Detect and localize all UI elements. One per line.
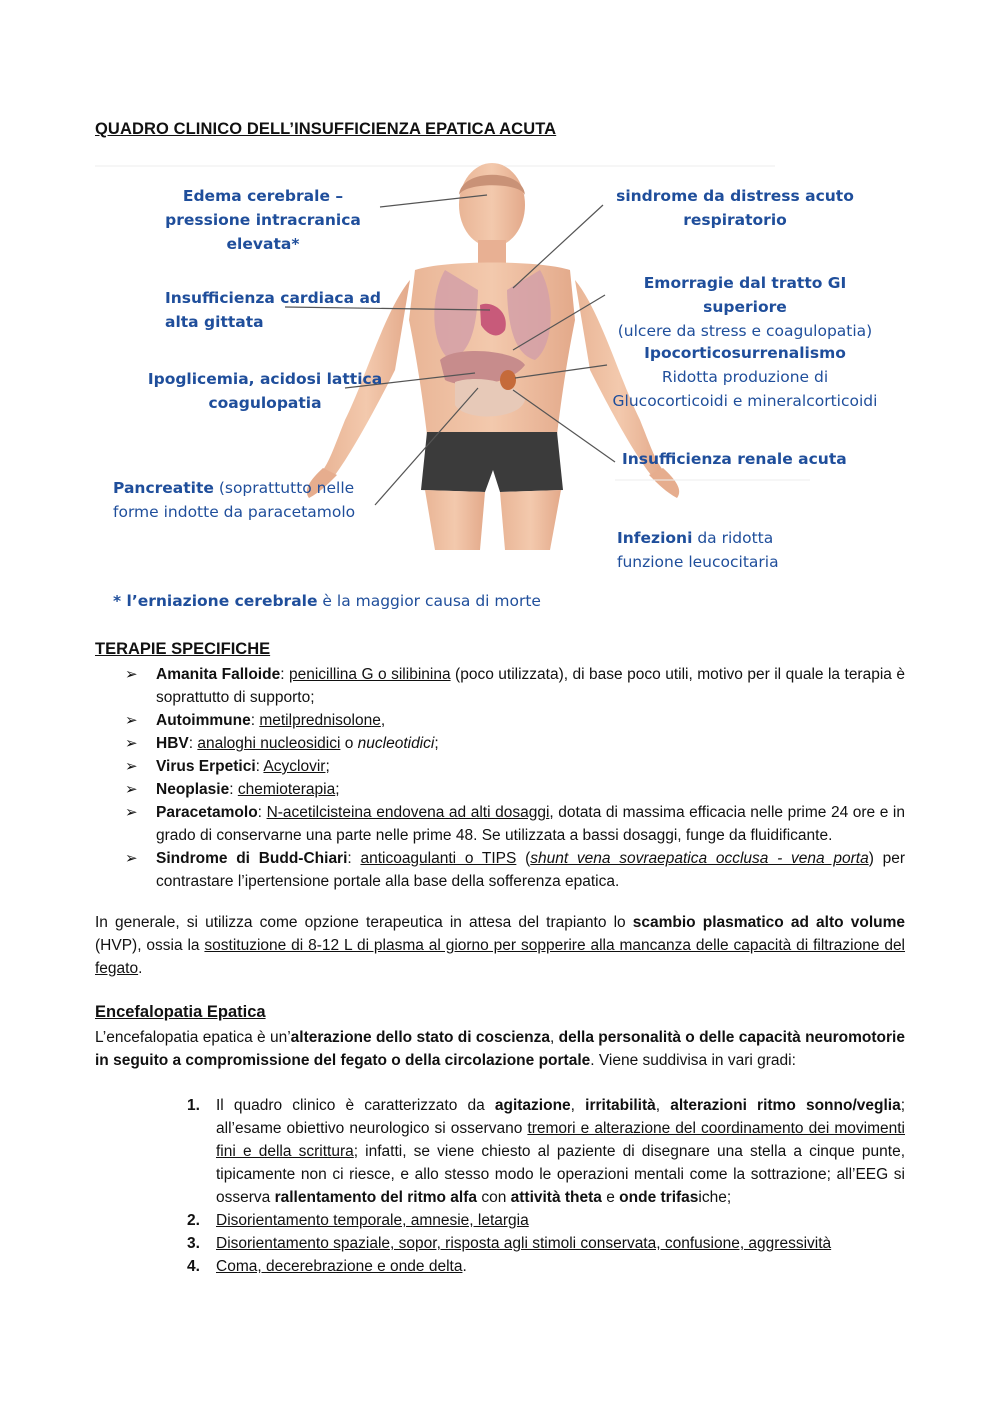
page-title: QUADRO CLINICO DELL’INSUFFICIENZA EPATICA ACUTA <box>95 120 557 138</box>
shorts <box>421 432 563 492</box>
list-item: ➢ HBV: analoghi nucleosidici o nucleotidici; <box>95 732 905 755</box>
encephalopathy-title: Encefalopatia Epatica <box>95 1003 266 1021</box>
grades-list <box>95 1094 905 1278</box>
list-item: ➢ Autoimmune: metilprednisolone, <box>95 709 905 732</box>
label-gi-bleeding: Emorragie dal tratto GI superiore (ulcere da stress e coagulopatia) <box>617 274 873 340</box>
arrow-bullet-icon: ➢ <box>125 735 138 752</box>
list-item: 2. Disorientamento temporale, amnesie, letargia <box>187 1212 529 1229</box>
list-item: ➢ Neoplasie: chemioterapia; <box>95 778 905 801</box>
general-paragraph: In generale, si utilizza come opzione terapeutica in attesa del trapianto lo scambio plasmatico ad alto volume (HVP), ossia la sostituzione di 8-12 L di plasma al giorno per sopperire alla mancanza delle capacità di filtrazione del fegato. <box>95 914 906 977</box>
label-cerebral-edema: Edema cerebrale – pressione intracranica elevata* <box>165 187 361 253</box>
list-item: 3. Disorientamento spaziale, sopor, risposta agli stimoli conservata, confusione, aggressività <box>187 1235 832 1252</box>
label-hypoglycemia: Ipoglicemia, acidosi lattica coagulopatia <box>147 370 383 412</box>
arrow-bullet-icon: ➢ <box>125 758 138 775</box>
label-pancreatitis: Pancreatite (soprattutto nelle forme indotte da paracetamolo <box>113 479 356 521</box>
list-item: ➢ Paracetamolo: N-acetilcisteina endovena ad alti dosaggi, dotata di massima efficacia nelle prime 24 ore e in grado di conservarne una parte nelle prime 48. Se utilizzata a bassi dosaggi, funge da fluidificante. <box>95 801 905 847</box>
label-ards: sindrome da distress acuto respiratorio <box>616 187 854 229</box>
encephalopathy-intro: L’encefalopatia epatica è un’alterazione dello stato di coscienza, della personalità o delle capacità neuromotorie in seguito a compromissione del fegato o della circolazione portale. Viene suddivisa in vari gradi: <box>95 1029 905 1069</box>
list-item: 4. Coma, decerebrazione e onde delta. <box>187 1258 467 1275</box>
left-leg <box>425 490 485 550</box>
right-leg <box>500 490 561 550</box>
arrow-bullet-icon: ➢ <box>125 850 138 867</box>
therapies-title: TERAPIE SPECIFICHE <box>95 640 271 658</box>
list-item: ➢ Virus Erpetici: Acyclovir; <box>95 755 905 778</box>
arrow-bullet-icon: ➢ <box>125 666 138 683</box>
kidney <box>500 370 516 390</box>
arrow-bullet-icon: ➢ <box>125 712 138 729</box>
list-item: 1. Il quadro clinico è caratterizzato da agitazione, irritabilità, alterazioni ritmo sonno/veglia; all’esame obiettivo neurologico si osservano tremori e alterazione del coordinamento dei movimenti fini e della scrittura; infatti, se viene chiesto al paziente di disegnare una stella a cinque punte, tipicamente non ci riesce, e allo stesso modo le operazioni mentali come la sottrazione; all’EEG si osserva rallentamento del ritmo alfa con attività theta e onde trifasiche; <box>187 1097 906 1206</box>
label-cardiac: Insufficienza cardiaca ad alta gittata <box>165 289 382 331</box>
label-adrenal: Ipocorticosurrenalismo Ridotta produzione di Glucocorticoidi e mineralcorticoidi <box>612 344 878 410</box>
list-item: ➢ Amanita Falloide: penicillina G o silibinina (poco utilizzata), di base poco utili, motivo per il quale la terapia è soprattutto di supporto; <box>95 663 905 709</box>
list-item: ➢ Sindrome di Budd-Chiari: anticoagulanti o TIPS (shunt vena sovraepatica occlusa - vena porta) per contrastare l’ipertensione portale alla base della sofferenza epatica. <box>95 847 905 893</box>
label-renal: Insufficienza renale acuta <box>622 450 847 468</box>
clinical-figure <box>95 160 895 620</box>
figure-footnote: * l’erniazione cerebrale è la maggior causa di morte <box>113 592 541 610</box>
arrow-bullet-icon: ➢ <box>125 804 138 821</box>
label-infections: Infezioni da ridotta funzione leucocitaria <box>617 529 779 571</box>
therapies-list <box>95 663 905 893</box>
arrow-bullet-icon: ➢ <box>125 781 138 798</box>
